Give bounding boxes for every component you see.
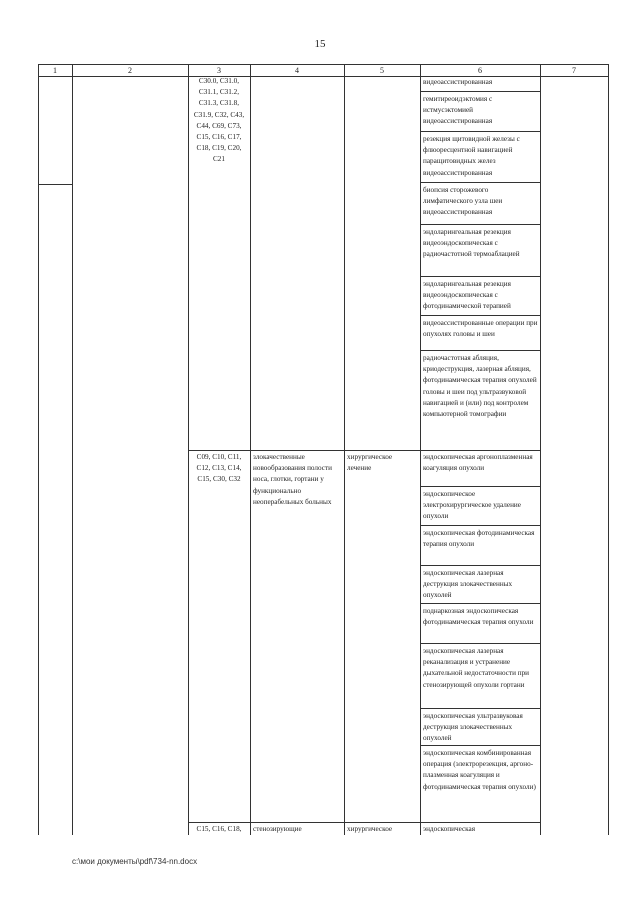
- group1-method-8: радиочастотная абляция, криодеструкция, лазерная абляция, фотодинамическая терапия опухолей головы и шеи под ультразвуковой навигацией и (или) под контролем компьютерной томографии: [423, 354, 537, 419]
- column-header-1: 1: [53, 66, 57, 75]
- group2-method-7: эндоскопическая ультразвуковая деструкция злокачественных опухолей: [423, 712, 523, 743]
- footer-file-path: c:\мои документы\pdf\734-nn.docx: [72, 857, 198, 866]
- page-number: 15: [314, 38, 326, 50]
- group1-method-5: эндоларингеальная резекция видеоэндоскопическая с радиочастотной термоаблацией: [423, 228, 520, 259]
- group2-method-5: поднаркозная эндоскопическая фотодинамическая терапия опухоли: [423, 607, 534, 627]
- column-header-2: 2: [128, 66, 132, 75]
- group3-treatment: хирургическое: [347, 825, 393, 833]
- column-header-4: 4: [295, 66, 299, 75]
- group1-method-7: видеоассистированные операции при опухолях головы и шеи: [423, 319, 538, 339]
- group2-method-2: эндоскопическое электрохирургическое удаление опухоли: [423, 490, 521, 521]
- group2-condition: злокачественные новообразования полости носа, глотки, гортани у функционально неоперабельных больных: [253, 453, 332, 506]
- group1-codes: C30.0, C31.0, C31.1, C31.2, C31.3, C31.8, C31.9, C32, C43, C44, C69, C73, C15, C16, C17, C18, C19, C20, C21: [193, 77, 245, 164]
- group1-method-3: резекция щитовидной железы с флюоресцентной навигацией паращитовидных желез видеоассистированная: [423, 135, 520, 177]
- column-header-5: 5: [380, 66, 384, 75]
- group2-treatment: хирургическое лечение: [347, 453, 393, 473]
- column-header-3: 3: [217, 66, 221, 75]
- group2-method-3: эндоскопическая фотодинамическая терапия опухоли: [423, 529, 535, 549]
- group1-method-1: видеоассистированная: [423, 78, 493, 86]
- group2-method-1: эндоскопическая аргоноплазменная коагуляция опухоли: [423, 453, 533, 473]
- column-header-6: 6: [478, 66, 482, 75]
- group3-condition: стенозирующие: [253, 825, 302, 833]
- group3-codes: C15, C16, C18,: [196, 825, 242, 833]
- group1-method-2: гемитиреоидэктомия с истмусэктомией видеоассистированная: [423, 95, 493, 126]
- group3-method-1: эндоскопическая: [423, 825, 476, 833]
- table-header-row: [38, 64, 608, 77]
- group2-method-4: эндоскопическая лазерная деструкция злокачественных опухолей: [423, 569, 513, 600]
- group2-codes: C09, C10, C11, C12, C13, C14, C15, C30, C32: [196, 453, 242, 484]
- column-header-7: 7: [572, 66, 576, 75]
- group2-method-6: эндоскопическая лазерная реканализация и устранение дыхательной недостаточности при стенозирующей опухоли гортани: [423, 647, 530, 689]
- group2-method-8: эндоскопическая комбинированная операция (электрорезекция, аргоно-плазменная коагуляция и фотодинамическая терапия опухоли): [423, 749, 536, 791]
- group1-method-6: эндоларингеальная резекция видеоэндоскопическая с фотодинамической терапией: [423, 280, 511, 311]
- group1-method-4: биопсия сторожевого лимфатического узла шеи видеоассистированная: [423, 186, 503, 217]
